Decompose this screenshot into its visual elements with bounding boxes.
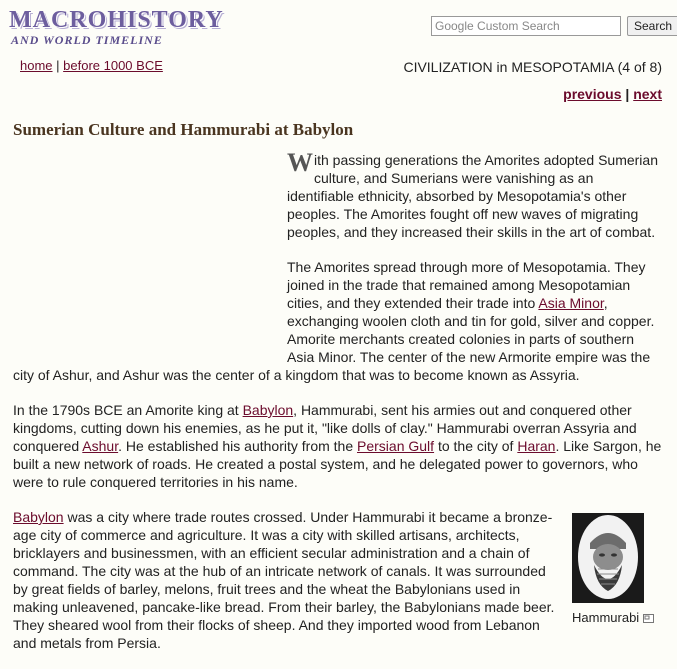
paragraph-4-text: was a city where trade routes crossed. Under Hammurabi it became a bronze-age city of commerce and agriculture. It was a city with skilled artisans, architects, bricklayers and businessmen, with an efficient secular administration and a chain of command. The city was at the hub of an intricate network of canals. It was surrounded by great fields of barley, melons, fruit trees and the wheat the Babylonians used in making unleavened, pancake-like bread. From their barley, the Babylonians made beer. They sheared wool from their flocks of sheep. And they imported wood from Lebanon and metals from Persia. <box>13 509 555 651</box>
hammurabi-image[interactable] <box>572 513 644 603</box>
dropcap: W <box>287 148 313 177</box>
search-form <box>431 16 677 36</box>
asia-minor-link[interactable]: Asia Minor <box>538 295 604 311</box>
persian-gulf-link[interactable]: Persian Gulf <box>357 438 435 454</box>
ashur-link[interactable]: Ashur <box>82 438 119 454</box>
search-input[interactable] <box>431 16 621 36</box>
paragraph-2-text-b: , exchanging woolen cloth and tin for gold, silver and copper. Amorite merchants created colonies in parts of southern Asia Minor. The center of the new Armorite empire was the city of Ashur, and Ashur was the center of a kingdom that was to become known as Assyria. <box>13 295 655 383</box>
hammurabi-figure <box>572 513 648 628</box>
paragraph-1-text: ith passing generations the Amorites adopted Sumerian culture, and Sumerians were vanishing as an identifiable ethnicity, absorbed by Mesopotamia's other peoples. The Amorites fought off new waves of migrating peoples, and they increased their skills in the art of combat. <box>287 152 658 240</box>
paragraph-2-text-a: The Amorites spread through more of Mesopotamia. They joined in the trade that remained among Mesopotamian cities, and they extended their trade into <box>287 259 646 311</box>
logo-subtitle: AND WORLD TIMELINE <box>11 33 163 47</box>
paragraph-4 <box>13 508 663 652</box>
hammurabi-bust-image <box>572 513 644 603</box>
article-body <box>13 148 663 669</box>
babylon-link-2[interactable]: Babylon <box>13 509 64 525</box>
paragraph-3-text-e: . Like Sargon, he built a new network of roads. He created a postal system, and he delegated power to governors, who were to rule conquered territories in his name. <box>13 438 662 490</box>
breadcrumb <box>20 58 163 73</box>
page-indicator: CIVILIZATION in MESOPOTAMIA (4 of 8) <box>403 59 662 75</box>
next-link[interactable]: next <box>633 86 662 102</box>
home-link[interactable]: home <box>20 58 53 73</box>
breadcrumb-separator: | <box>52 58 64 73</box>
figure-caption-text: Hammurabi <box>572 610 640 625</box>
enlarge-icon[interactable] <box>643 610 654 628</box>
previous-link[interactable]: previous <box>563 86 622 102</box>
figure-caption <box>572 609 648 628</box>
pager-separator: | <box>621 86 634 102</box>
paragraph-3-text-a: In the 1790s BCE an Amorite king at <box>13 402 243 418</box>
pager <box>563 86 662 102</box>
site-logo[interactable] <box>9 8 224 48</box>
paragraph-3-text-b: , Hammurabi, sent his armies out and conquered other kingdoms, cutting down his enemies, as he put it, "like dolls of clay." Hammurabi overran Assyria and conquered <box>13 402 637 454</box>
paragraph-3-text-c: . He established his authority from the <box>118 438 358 454</box>
logo-title: MACROHISTORY <box>9 7 224 33</box>
before-1000-bce-link[interactable]: before 1000 BCE <box>63 58 163 73</box>
page-title: Sumerian Culture and Hammurabi at Babylon <box>13 120 354 139</box>
haran-link[interactable]: Haran <box>517 438 556 454</box>
paragraph-3 <box>13 401 663 491</box>
paragraph-3-text-d: to the city of <box>434 438 518 454</box>
search-button[interactable]: Search <box>627 16 677 36</box>
babylon-link[interactable]: Babylon <box>242 402 294 418</box>
blank-ad-space <box>13 151 287 366</box>
